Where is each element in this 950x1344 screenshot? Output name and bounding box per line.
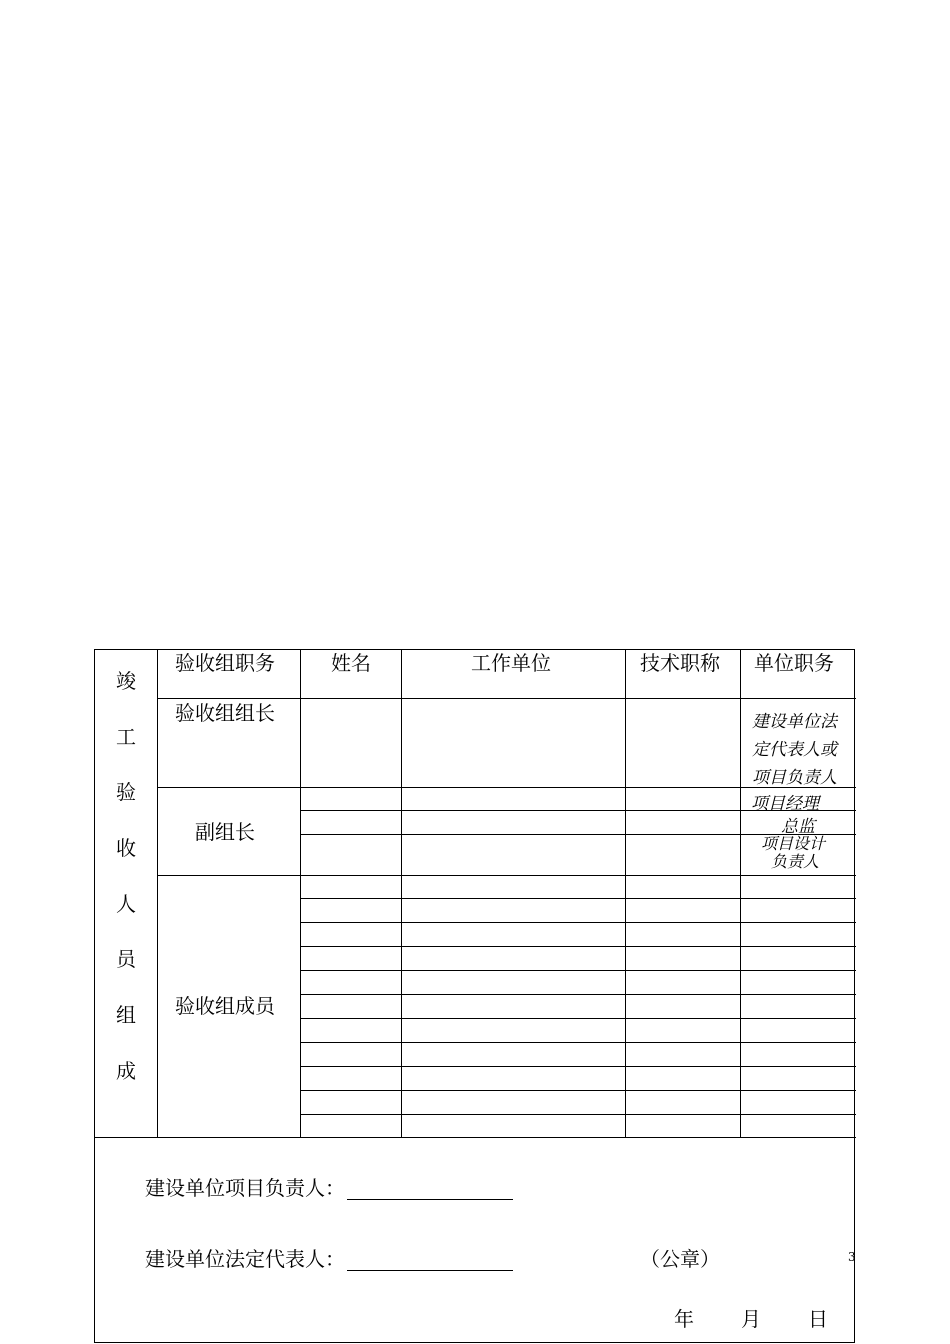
header-name: 姓名 bbox=[331, 651, 371, 675]
deputy-position-note: 负责人 bbox=[771, 852, 820, 871]
row-divider bbox=[300, 922, 856, 923]
vertical-label-char: 成 bbox=[116, 1059, 136, 1083]
date-day: 日 bbox=[808, 1307, 828, 1331]
date-year: 年 bbox=[674, 1307, 694, 1331]
column-divider bbox=[401, 650, 402, 1138]
row-divider bbox=[157, 698, 856, 699]
date-month: 月 bbox=[741, 1307, 761, 1331]
row-divider bbox=[300, 1066, 856, 1067]
vertical-label-char: 人 bbox=[116, 892, 136, 916]
leader-position-note: 项目负责人 bbox=[752, 768, 837, 788]
vertical-label-char: 员 bbox=[116, 947, 136, 971]
row-divider bbox=[300, 1018, 856, 1019]
header-unit: 工作单位 bbox=[471, 651, 551, 675]
vertical-label-char: 收 bbox=[116, 836, 136, 860]
page-number: 3 bbox=[848, 1250, 856, 1264]
team-table bbox=[95, 650, 856, 1138]
table-bottom-border bbox=[95, 1137, 856, 1138]
leader-position-note: 建设单位法 bbox=[752, 712, 837, 732]
project-lead-signature-line bbox=[145, 1176, 513, 1200]
group-leader-label: 验收组组长 bbox=[175, 701, 275, 725]
column-divider bbox=[157, 650, 158, 1138]
header-title: 技术职称 bbox=[640, 651, 720, 675]
row-divider bbox=[300, 1114, 856, 1115]
row-divider bbox=[300, 946, 856, 947]
vertical-label-char: 组 bbox=[116, 1003, 136, 1027]
leader-position-note: 定代表人或 bbox=[752, 740, 837, 760]
column-divider bbox=[625, 650, 626, 1138]
row-divider bbox=[300, 1042, 856, 1043]
legal-rep-signature-line bbox=[145, 1247, 513, 1271]
row-divider bbox=[157, 875, 856, 876]
group-deputy-label: 副组长 bbox=[195, 820, 255, 844]
acceptance-team-form bbox=[94, 649, 855, 1343]
row-divider bbox=[300, 994, 856, 995]
deputy-position-note: 项目经理 bbox=[751, 794, 819, 814]
vertical-label-char: 竣 bbox=[116, 669, 136, 693]
row-divider bbox=[300, 970, 856, 971]
row-divider bbox=[300, 1090, 856, 1091]
deputy-position-note: 总监 bbox=[781, 817, 815, 837]
row-divider bbox=[300, 898, 856, 899]
vertical-label-char: 验 bbox=[116, 780, 136, 804]
header-role: 验收组职务 bbox=[175, 651, 275, 675]
deputy-position-note: 项目设计 bbox=[761, 834, 826, 853]
group-members-label: 验收组成员 bbox=[175, 994, 275, 1018]
signature-blank[interactable] bbox=[347, 1181, 513, 1200]
header-position: 单位职务 bbox=[754, 651, 834, 675]
seal-label: （公章） bbox=[640, 1247, 720, 1271]
column-divider bbox=[740, 650, 741, 1138]
signature-blank[interactable] bbox=[347, 1252, 513, 1271]
legal-rep-label: 建设单位法定代表人： bbox=[145, 1247, 345, 1271]
vertical-label-char: 工 bbox=[116, 725, 136, 749]
column-divider bbox=[300, 650, 301, 1138]
project-lead-label: 建设单位项目负责人： bbox=[145, 1176, 345, 1200]
